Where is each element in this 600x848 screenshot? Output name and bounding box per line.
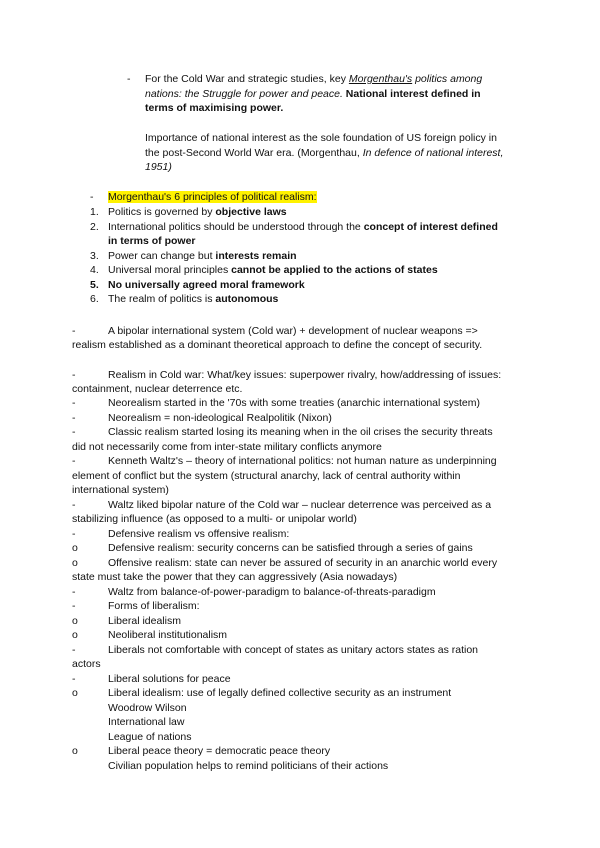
bullet-dash: -: [72, 673, 76, 685]
note-14: Neoliberal institutionalism: [108, 629, 228, 641]
bullet-dash: -: [72, 412, 76, 424]
note-17-sub-2: International law: [108, 716, 185, 728]
bullet-dash: -: [72, 455, 76, 467]
principle-item-4: [108, 263, 438, 278]
bullet-circle: o: [72, 687, 78, 699]
book-title: In defence of national interest,: [362, 147, 504, 159]
principle-key: objective laws: [215, 206, 287, 218]
bullet-dash: -: [127, 73, 131, 85]
intro-section: [0, 0, 600, 180]
note-10-line-2: state must take the power that they can aggressively (Asia nowadays): [72, 571, 398, 583]
notes-section: [0, 318, 600, 788]
author-name: Morgenthau's: [348, 73, 413, 85]
note-10-line-1: Offensive realism: state can never be assured of security in an anarchic world every: [108, 557, 498, 569]
principle-text: The realm of politics is: [108, 293, 216, 305]
list-number: 3.: [90, 250, 99, 262]
bullet-dash: -: [72, 586, 76, 598]
note-3: Neorealism started in the '70s with some treaties (anarchic international system): [108, 397, 480, 409]
bullet-circle: o: [72, 542, 78, 554]
note-13: Liberal idealism: [108, 615, 181, 627]
note-6-line-3: international system): [72, 484, 169, 496]
note-15-line-2: actors: [72, 658, 101, 670]
intro-line-2: [145, 87, 481, 102]
highlighted-heading: Morgenthau's 6 principles of political realism:: [108, 191, 317, 203]
note-4: Neorealism = non-ideological Realpolitik (Nixon): [108, 412, 332, 424]
note-17: Liberal idealism: use of legally defined collective security as an instrument: [108, 687, 452, 699]
note-17-sub-1: Woodrow Wilson: [108, 702, 187, 714]
intro-para-2-line-1: Importance of national interest as the sole foundation of US foreign policy in: [145, 132, 497, 144]
note-2-line-1: Realism in Cold war: What/key issues: superpower rivalry, how/addressing of issues:: [108, 369, 502, 381]
bullet-circle: o: [72, 745, 78, 757]
principle-key: interests remain: [215, 250, 297, 262]
note-5-line-2: did not necessarily come from inter-state military conflicts anymore: [72, 441, 382, 453]
bullet-dash: -: [72, 426, 76, 438]
bullet-dash: -: [72, 325, 76, 337]
principle-text: Power can change but: [108, 250, 216, 262]
principle-key: autonomous: [215, 293, 279, 305]
note-11: Waltz from balance-of-power-paradigm to balance-of-threats-paradigm: [108, 586, 436, 598]
key-point: National interest defined in: [342, 88, 481, 100]
note-18: Liberal peace theory = democratic peace theory: [108, 745, 331, 757]
intro-line-1: [145, 72, 482, 87]
bullet-circle: o: [72, 629, 78, 641]
note-18-sub-1: Civilian population helps to remind politicians of their actions: [108, 760, 389, 772]
note-6-line-2: element of conflict but the system (structural anarchy, lack of central authority within: [72, 470, 461, 482]
bullet-circle: o: [72, 557, 78, 569]
list-number: 2.: [90, 221, 99, 233]
principle-text: Universal moral principles: [108, 264, 232, 276]
bullet-dash: -: [72, 644, 76, 656]
list-number: 1.: [90, 206, 99, 218]
intro-para-2-line-3: 1951): [145, 161, 172, 173]
intro-para-2-line-2: [145, 146, 503, 161]
list-number: 5.: [90, 279, 99, 291]
note-16: Liberal solutions for peace: [108, 673, 231, 685]
principle-text: International politics should be understood through the: [108, 221, 364, 233]
intro-text: For the Cold War and strategic studies, key: [145, 73, 349, 85]
note-17-sub-3: League of nations: [108, 731, 192, 743]
principle-key: concept of interest defined: [363, 221, 498, 233]
bullet-dash: -: [72, 499, 76, 511]
principle-key: cannot be applied to the actions of states: [231, 264, 438, 276]
note-5-line-1: Classic realism started losing its meaning when in the oil crises the security threats: [108, 426, 493, 438]
principle-item-5: No universally agreed moral framework: [108, 279, 305, 291]
bullet-dash: -: [90, 191, 94, 203]
bullet-dash: -: [72, 600, 76, 612]
note-8: Defensive realism vs offensive realism:: [108, 528, 290, 540]
note-1-line-2: realism established as a dominant theoretical approach to define the concept of security.: [72, 339, 483, 351]
principles-heading: [108, 190, 317, 205]
bullet-dash: -: [72, 397, 76, 409]
list-number: 4.: [90, 264, 99, 276]
principle-text: Politics is governed by: [108, 206, 216, 218]
bullet-circle: o: [72, 615, 78, 627]
note-12: Forms of liberalism:: [108, 600, 200, 612]
principle-item-1: [108, 205, 287, 220]
book-title-part: politics among: [412, 73, 483, 85]
note-7-line-2: stabilizing influence (as opposed to a multi- or unipolar world): [72, 513, 357, 525]
note-2-line-2: containment, nuclear deterrence etc.: [72, 383, 243, 395]
principle-item-2-cont: in terms of power: [108, 235, 196, 247]
bullet-dash: -: [72, 528, 76, 540]
note-1-line-1: A bipolar international system (Cold war) + development of nuclear weapons =>: [108, 325, 478, 337]
note-15-line-1: Liberals not comfortable with concept of states as unitary actors states as ration: [108, 644, 479, 656]
bullet-dash: -: [72, 369, 76, 381]
note-6-line-1: Kenneth Waltz's – theory of international politics: not human nature as underpinning: [108, 455, 497, 467]
list-number: 6.: [90, 293, 99, 305]
intro-text: the post-Second World War era. (Morgenthau,: [145, 147, 363, 159]
principle-item-6: [108, 292, 278, 307]
note-7-line-1: Waltz liked bipolar nature of the Cold war – nuclear deterrence was perceived as a: [108, 499, 492, 511]
book-title-part: nations: the Struggle for power and peace.: [145, 88, 343, 100]
principles-section: [0, 180, 600, 310]
principle-item-2: [108, 220, 498, 235]
intro-line-3: terms of maximising power.: [145, 102, 284, 114]
principle-item-3: [108, 249, 297, 264]
note-9: Defensive realism: security concerns can be satisfied through a series of gains: [108, 542, 473, 554]
